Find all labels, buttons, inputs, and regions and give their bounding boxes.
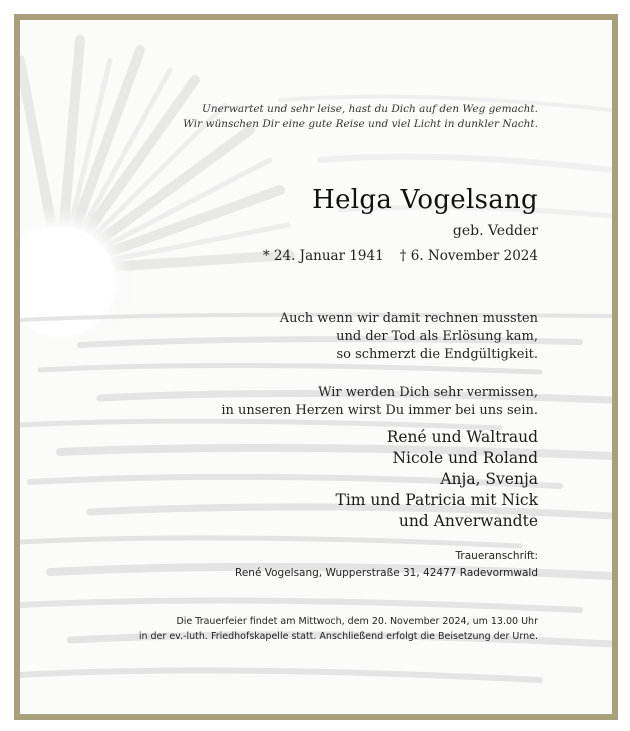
verse-line: so schmerzt die Endgültigkeit. (336, 347, 538, 362)
motto-line: Wir wünschen Dir eine gute Reise und viel Licht in dunkler Nacht. (183, 118, 538, 130)
ceremony-info (139, 614, 538, 644)
mourner: und Anverwandte (398, 512, 538, 530)
verse-block (280, 310, 538, 364)
maiden-name: geb. Vedder (452, 223, 538, 239)
mourner: Nicole und Roland (392, 449, 538, 467)
verse-line: und der Tod als Erlösung kam, (336, 329, 538, 344)
ceremony-line: Die Trauerfeier findet am Mittwoch, dem 20. November 2024, um 13.00 Uhr (176, 616, 538, 627)
death-date: † 6. November 2024 (399, 248, 538, 264)
mourner: Tim und Patricia mit Nick (335, 491, 538, 509)
notice-text (60, 20, 538, 714)
deceased-name: Helga Vogelsang (312, 185, 538, 215)
mourner: Anja, Svenja (440, 470, 538, 488)
life-dates (263, 248, 538, 264)
verse-line: Wir werden Dich sehr vermissen, (318, 385, 538, 400)
address-line: René Vogelsang, Wupperstraße 31, 42477 Radevormwald (235, 567, 538, 579)
birth-date: * 24. Januar 1941 (262, 248, 384, 264)
ceremony-line: in der ev.-luth. Friedhofskapelle statt. Anschließend erfolgt die Beisetzung der Urne. (138, 631, 538, 642)
verse-line: in unseren Herzen wirst Du immer bei uns sein. (221, 403, 538, 418)
verse-block (221, 384, 538, 420)
opening-motto (183, 102, 538, 132)
mourner: René und Waltraud (386, 428, 538, 446)
obituary-notice (14, 14, 618, 720)
verse-line: Auch wenn wir damit rechnen mussten (279, 311, 538, 326)
address-heading: Traueranschrift: (455, 550, 538, 562)
motto-line: Unerwartet und sehr leise, hast du Dich auf den Weg gemacht. (201, 103, 538, 115)
mourners-list (335, 427, 538, 532)
